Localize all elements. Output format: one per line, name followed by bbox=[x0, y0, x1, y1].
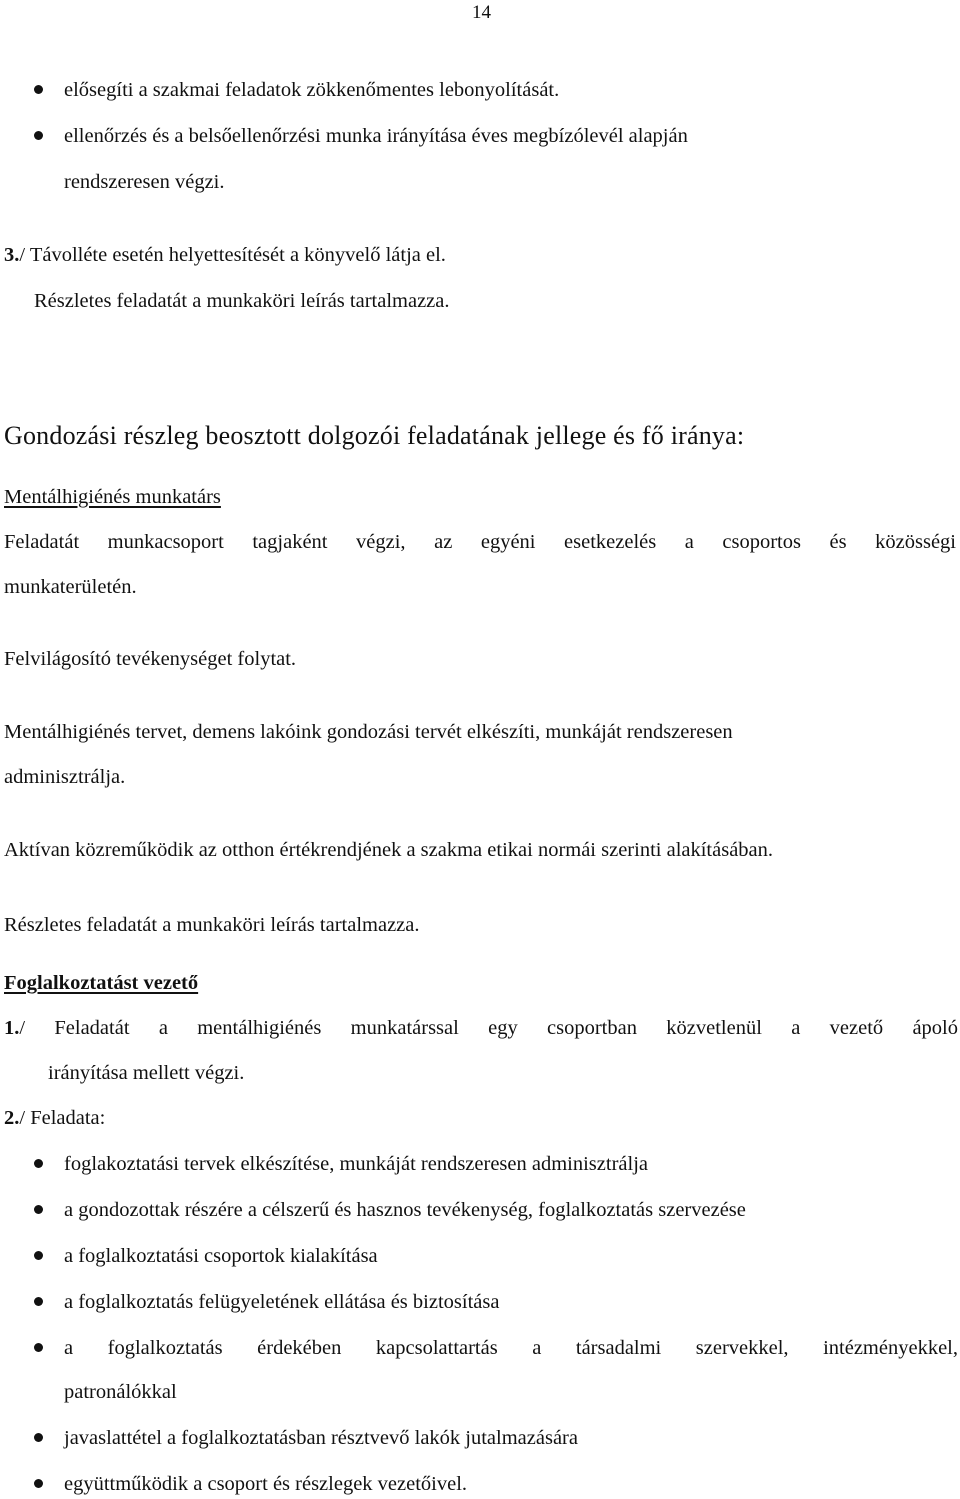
point-text: / Feladatát a mentálhigiénés munkatárssal egy csoportban közvetlenül a vezető ápoló bbox=[19, 1017, 958, 1039]
bullet-icon bbox=[34, 1297, 43, 1306]
list-item: a foglalkoztatási csoportok kialakítása bbox=[64, 1245, 378, 1267]
page-number: 14 bbox=[472, 2, 491, 23]
list-item: javaslattétel a foglalkoztatásban résztvevő lakók jutalmazására bbox=[64, 1427, 578, 1449]
bullet-icon bbox=[34, 85, 43, 94]
paragraph: Felvilágosító tevékenységet folytat. bbox=[4, 648, 297, 670]
list-item: foglakoztatási tervek elkészítése, munkáját rendszeresen adminisztrálja bbox=[64, 1153, 648, 1175]
subsection-title-foglalk: Foglalkoztatást vezető bbox=[4, 972, 199, 994]
point-number: 2. bbox=[4, 1107, 20, 1129]
point-number: 1. bbox=[4, 1017, 20, 1039]
point-text: / Távolléte esetén helyettesítését a könyvelő látja el. bbox=[19, 244, 446, 266]
section-heading: Gondozási részleg beosztott dolgozói feladatának jellege és fő iránya: bbox=[4, 421, 745, 450]
paragraph: Aktívan közreműködik az otthon értékrendjének a szakma etikai normái szerinti alakításában. bbox=[4, 839, 774, 861]
subsection-title-mental: Mentálhigiénés munkatárs bbox=[4, 486, 221, 508]
point-3 bbox=[4, 243, 446, 267]
paragraph-continuation: munkaterületén. bbox=[4, 576, 137, 598]
list-item: a gondozottak részére a célszerű és hasznos tevékenység, foglalkoztatás szervezése bbox=[64, 1199, 746, 1221]
bullet-icon bbox=[34, 1433, 43, 1442]
list-item: a foglalkoztatás érdekében kapcsolattartás a társadalmi szervekkel, intézményekkel, bbox=[64, 1337, 958, 1359]
bullet-icon bbox=[34, 1251, 43, 1260]
point-text: / Feladata: bbox=[19, 1107, 106, 1129]
list-item-continuation: patronálókkal bbox=[64, 1381, 177, 1403]
point-2 bbox=[4, 1106, 105, 1130]
paragraph: Mentálhigiénés tervet, demens lakóink gondozási tervét elkészíti, munkáját rendszeresen bbox=[4, 721, 733, 743]
bullet-icon bbox=[34, 1343, 43, 1352]
list-item: ellenőrzés és a belsőellenőrzési munka irányítása éves megbízólevél alapján bbox=[64, 125, 688, 147]
bullet-icon bbox=[34, 131, 43, 140]
point-1-line2: irányítása mellett végzi. bbox=[48, 1062, 245, 1084]
point-3-line2: Részletes feladatát a munkaköri leírás tartalmazza. bbox=[34, 290, 450, 312]
bullet-icon bbox=[34, 1159, 43, 1168]
bullet-icon bbox=[34, 1205, 43, 1214]
bullet-icon bbox=[34, 1479, 43, 1488]
list-item: a foglalkoztatás felügyeletének ellátása és biztosítása bbox=[64, 1291, 500, 1313]
point-1 bbox=[4, 1016, 958, 1040]
list-item: elősegíti a szakmai feladatok zökkenőmentes lebonyolítását. bbox=[64, 79, 560, 101]
point-number: 3. bbox=[4, 244, 20, 266]
paragraph-continuation: adminisztrálja. bbox=[4, 766, 126, 788]
paragraph: Feladatát munkacsoport tagjaként végzi, az egyéni esetkezelés a csoportos és közösségi bbox=[4, 531, 956, 553]
list-item: együttműködik a csoport és részlegek vezetőivel. bbox=[64, 1473, 468, 1495]
list-item-continuation: rendszeresen végzi. bbox=[64, 171, 225, 193]
paragraph: Részletes feladatát a munkaköri leírás tartalmazza. bbox=[4, 914, 420, 936]
